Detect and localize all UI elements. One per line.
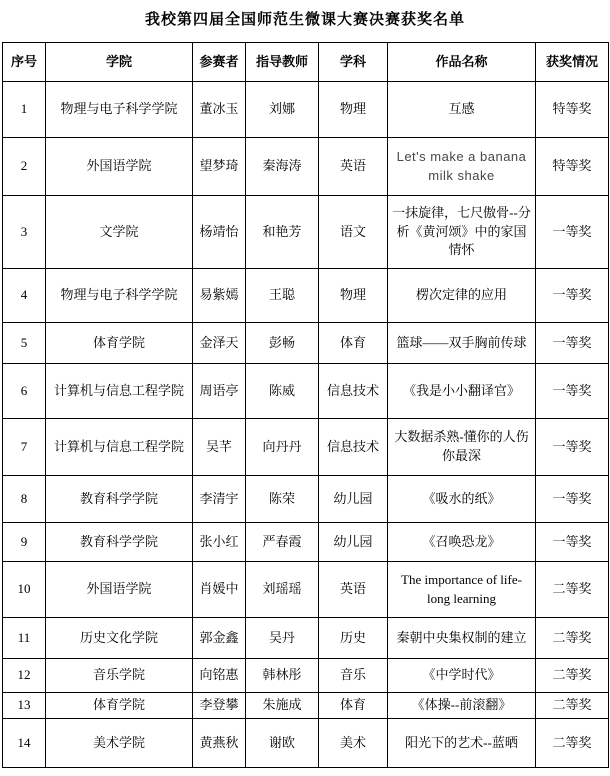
college-cell: 计算机与信息工程学院 <box>46 364 193 419</box>
advisor-cell: 吴丹 <box>246 618 319 659</box>
subject-cell: 信息技术 <box>319 419 388 476</box>
table-row <box>3 196 609 269</box>
header-cell-serial: 序号 <box>3 43 46 82</box>
advisor-cell: 陈威 <box>246 364 319 419</box>
participant-cell: 金泽天 <box>193 323 246 364</box>
subject-cell: 英语 <box>319 138 388 196</box>
awards-table <box>2 42 609 768</box>
table-row <box>3 693 609 719</box>
serial-cell: 13 <box>3 693 46 719</box>
advisor-cell: 王聪 <box>246 269 319 323</box>
college-cell: 音乐学院 <box>46 659 193 693</box>
advisor-cell: 秦海涛 <box>246 138 319 196</box>
subject-cell: 物理 <box>319 269 388 323</box>
advisor-cell: 谢欧 <box>246 719 319 768</box>
serial-cell: 8 <box>3 476 46 523</box>
work-title-cell: 《中学时代》 <box>388 659 536 693</box>
participant-cell: 周语亭 <box>193 364 246 419</box>
serial-cell: 10 <box>3 562 46 618</box>
college-cell: 外国语学院 <box>46 562 193 618</box>
work-title-cell: Let's make a banana milk shake <box>388 138 536 196</box>
work-title-cell: 《召唤恐龙》 <box>388 523 536 562</box>
table-row <box>3 269 609 323</box>
work-title-cell: 《体操--前滚翻》 <box>388 693 536 719</box>
table-row <box>3 323 609 364</box>
subject-cell: 美术 <box>319 719 388 768</box>
work-title-cell: 《吸水的纸》 <box>388 476 536 523</box>
table-row <box>3 523 609 562</box>
advisor-cell: 陈荣 <box>246 476 319 523</box>
page-title: 我校第四届全国师范生微课大赛决赛获奖名单 <box>144 12 465 28</box>
award-cell: 二等奖 <box>536 719 609 768</box>
participant-cell: 董冰玉 <box>193 82 246 138</box>
participant-cell: 易紫嫣 <box>193 269 246 323</box>
serial-cell: 12 <box>3 659 46 693</box>
advisor-cell: 刘娜 <box>246 82 319 138</box>
work-title-cell: 互感 <box>388 82 536 138</box>
serial-cell: 3 <box>3 196 46 269</box>
table-row <box>3 364 609 419</box>
advisor-cell: 韩林彤 <box>246 659 319 693</box>
award-cell: 一等奖 <box>536 196 609 269</box>
college-cell: 物理与电子科学学院 <box>46 269 193 323</box>
serial-cell: 5 <box>3 323 46 364</box>
college-cell: 计算机与信息工程学院 <box>46 419 193 476</box>
header-cell-work-title: 作品名称 <box>388 43 536 82</box>
participant-cell: 黄燕秋 <box>193 719 246 768</box>
participant-cell: 吴芊 <box>193 419 246 476</box>
work-title-cell: 秦朝中央集权制的建立 <box>388 618 536 659</box>
work-title-cell: The importance of life-long learning <box>388 562 536 618</box>
award-cell: 一等奖 <box>536 323 609 364</box>
table-row <box>3 419 609 476</box>
award-cell: 一等奖 <box>536 269 609 323</box>
college-cell: 教育科学学院 <box>46 476 193 523</box>
award-cell: 一等奖 <box>536 419 609 476</box>
college-cell: 历史文化学院 <box>46 618 193 659</box>
header-cell-subject: 学科 <box>319 43 388 82</box>
college-cell: 体育学院 <box>46 693 193 719</box>
college-cell: 教育科学学院 <box>46 523 193 562</box>
award-cell: 二等奖 <box>536 562 609 618</box>
participant-cell: 李登攀 <box>193 693 246 719</box>
header-cell-advisor: 指导教师 <box>246 43 319 82</box>
subject-cell: 幼儿园 <box>319 476 388 523</box>
participant-cell: 杨靖怡 <box>193 196 246 269</box>
table-row <box>3 659 609 693</box>
participant-cell: 张小红 <box>193 523 246 562</box>
participant-cell: 肖媛中 <box>193 562 246 618</box>
table-header <box>3 43 609 82</box>
subject-cell: 信息技术 <box>319 364 388 419</box>
award-cell: 一等奖 <box>536 523 609 562</box>
advisor-cell: 向丹丹 <box>246 419 319 476</box>
serial-cell: 14 <box>3 719 46 768</box>
table-body <box>3 82 609 768</box>
subject-cell: 音乐 <box>319 659 388 693</box>
subject-cell: 幼儿园 <box>319 523 388 562</box>
college-cell: 体育学院 <box>46 323 193 364</box>
advisor-cell: 朱施成 <box>246 693 319 719</box>
college-cell: 美术学院 <box>46 719 193 768</box>
college-cell: 外国语学院 <box>46 138 193 196</box>
header-row <box>3 43 609 82</box>
serial-cell: 2 <box>3 138 46 196</box>
award-cell: 特等奖 <box>536 82 609 138</box>
advisor-cell: 刘瑶瑶 <box>246 562 319 618</box>
serial-cell: 9 <box>3 523 46 562</box>
header-cell-participant: 参赛者 <box>193 43 246 82</box>
subject-cell: 英语 <box>319 562 388 618</box>
work-title-cell: 《我是小小翻译官》 <box>388 364 536 419</box>
work-title-cell: 篮球——双手胸前传球 <box>388 323 536 364</box>
serial-cell: 1 <box>3 82 46 138</box>
table-row <box>3 138 609 196</box>
advisor-cell: 彭畅 <box>246 323 319 364</box>
participant-cell: 李清宇 <box>193 476 246 523</box>
participant-cell: 望梦琦 <box>193 138 246 196</box>
advisor-cell: 和艳芳 <box>246 196 319 269</box>
table-row <box>3 82 609 138</box>
award-cell: 一等奖 <box>536 476 609 523</box>
college-cell: 文学院 <box>46 196 193 269</box>
header-cell-college: 学院 <box>46 43 193 82</box>
work-title-cell: 阳光下的艺术--蓝晒 <box>388 719 536 768</box>
subject-cell: 历史 <box>319 618 388 659</box>
table-row <box>3 562 609 618</box>
work-title-cell: 楞次定律的应用 <box>388 269 536 323</box>
serial-cell: 6 <box>3 364 46 419</box>
award-cell: 一等奖 <box>536 364 609 419</box>
award-cell: 二等奖 <box>536 693 609 719</box>
table-row <box>3 476 609 523</box>
serial-cell: 4 <box>3 269 46 323</box>
work-title-cell: 大数据杀熟-懂你的人伤你最深 <box>388 419 536 476</box>
subject-cell: 体育 <box>319 693 388 719</box>
table-row <box>3 719 609 768</box>
table-row <box>3 618 609 659</box>
subject-cell: 语文 <box>319 196 388 269</box>
serial-cell: 7 <box>3 419 46 476</box>
award-cell: 二等奖 <box>536 659 609 693</box>
participant-cell: 向铭惠 <box>193 659 246 693</box>
advisor-cell: 严春霞 <box>246 523 319 562</box>
work-title-cell: 一抹旋律，七尺傲骨--分析《黄河颂》中的家国情怀 <box>388 196 536 269</box>
subject-cell: 物理 <box>319 82 388 138</box>
subject-cell: 体育 <box>319 323 388 364</box>
header-cell-award: 获奖情况 <box>536 43 609 82</box>
award-cell: 特等奖 <box>536 138 609 196</box>
serial-cell: 11 <box>3 618 46 659</box>
award-cell: 二等奖 <box>536 618 609 659</box>
college-cell: 物理与电子科学学院 <box>46 82 193 138</box>
participant-cell: 郭金鑫 <box>193 618 246 659</box>
